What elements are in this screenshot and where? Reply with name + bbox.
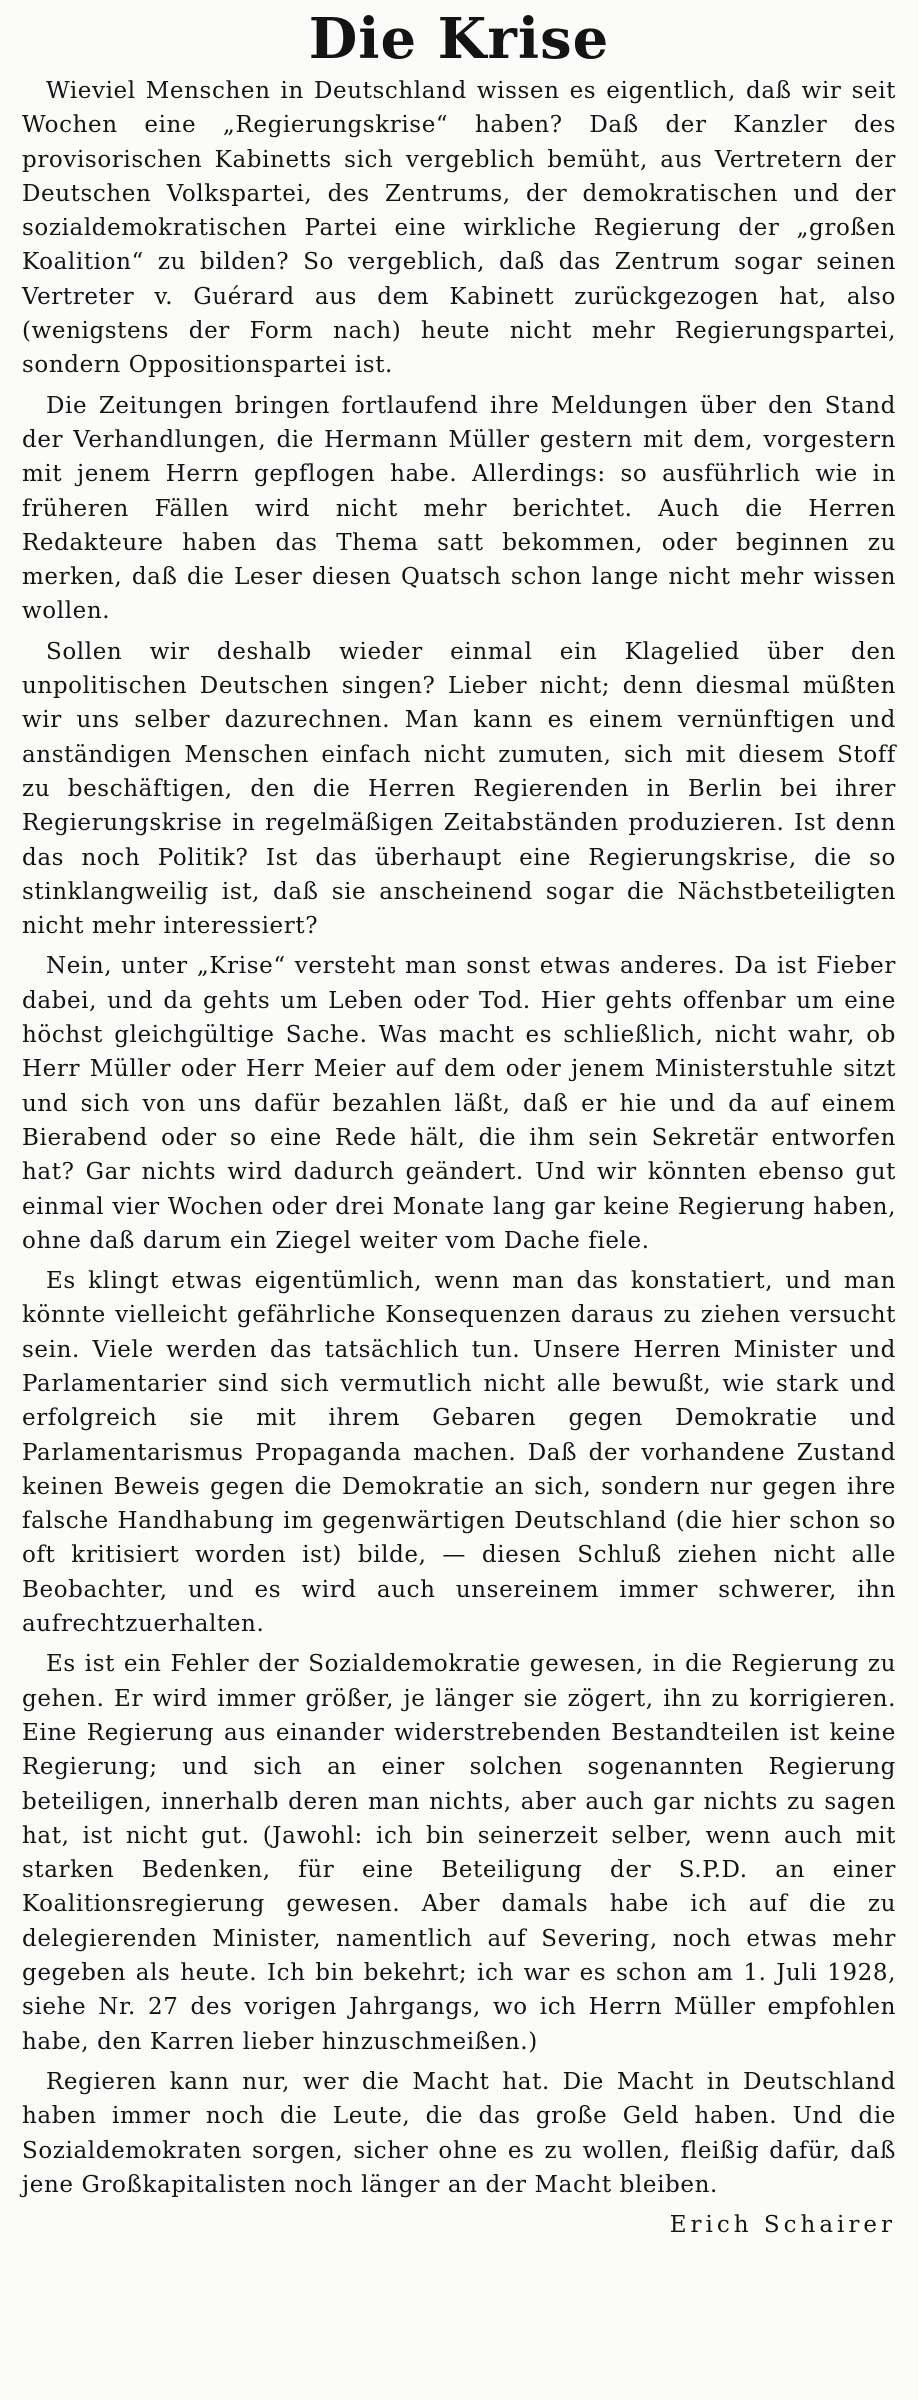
article-paragraph: Sollen wir deshalb wieder einmal ein Klagelied über den unpolitischen Deutschen singen? Lieber nicht; denn diesmal müßten wir uns selber dazurechnen. Man kann es einem vernünftigen und anständigen Menschen einfach nicht zumuten, sich mit diesem Stoff zu beschäftigen, den die Herren Regierenden in Berlin bei ihrer Regierungskrise in regelmäßigen Zeitabständen produzieren. Ist denn das noch Politik? Ist das überhaupt eine Regierungskrise, die so stinklangweilig ist, daß sie anscheinend sogar die Nächstbeteiligten nicht mehr interessiert? — [22, 638, 896, 940]
article-paragraph: Nein, unter „Krise“ versteht man sonst etwas anderes. Da ist Fieber dabei, und da gehts um Leben oder Tod. Hier gehts offenbar um eine höchst gleichgültige Sache. Was macht es schließlich, nicht wahr, ob Herr Müller oder Herr Meier auf dem oder jenem Ministerstuhle sitzt und sich von uns dafür bezahlen läßt, daß er hie und da auf einem Bierabend oder so eine Rede hält, die ihm sein Sekretär entworfen hat? Gar nichts wird dadurch geändert. Und wir könnten ebenso gut einmal vier Wochen oder drei Monate lang gar keine Regierung haben, ohne daß darum ein Ziegel weiter vom Dache fiele. — [22, 953, 896, 1254]
article-paragraph: Es klingt etwas eigentümlich, wenn man das konstatiert, und man könnte vielleicht gefährliche Konsequenzen daraus zu ziehen versucht sein. Viele werden das tatsächlich tun. Unsere Herren Minister und Parlamentarier sind sich vermutlich nicht alle bewußt, wie stark und erfolgreich sie mit ihrem Gebaren gegen Demokratie und Parlamentarismus Propaganda machen. Daß der vorhandene Zustand keinen Beweis gegen die Demokratie an sich, sondern nur gegen ihre falsche Handhabung im gegenwärtigen Deutschland (die hier schon so oft kritisiert worden ist) bilde, — diesen Schluß ziehen nicht alle Beobachter, und es wird auch unsereinem immer schwerer, ihn aufrechtzuerhalten. — [22, 1268, 896, 1638]
article-paragraph: Wieviel Menschen in Deutschland wissen es eigentlich, daß wir seit Wochen eine „Regierungskrise“ haben? Daß der Kanzler des provisorischen Kabinetts sich vergeblich bemüht, aus Vertretern der Deutschen Volkspartei, des Zentrums, der demokratischen und der sozialdemokratischen Partei eine wirkliche Regierung der „großen Koalition“ zu bilden? So vergeblich, daß das Zentrum sogar seinen Vertreter v. Guérard aus dem Kabinett zurückgezogen hat, also (wenigstens der Form nach) heute nicht mehr Regierungspartei, sondern Oppositionspartei ist. — [22, 78, 896, 379]
article-paragraph: Die Zeitungen bringen fortlaufend ihre Meldungen über den Stand der Verhandlungen, die Hermann Müller gestern mit dem, vorgestern mit jenem Herrn gepflogen habe. Allerdings: so ausführlich wie in früheren Fällen wird nicht mehr berichtet. Auch die Herren Redakteure haben das Thema satt bekommen, oder beginnen zu merken, daß die Leser diesen Quatsch schon lange nicht mehr wissen wollen. — [22, 392, 896, 625]
article-body — [22, 74, 896, 2242]
article-author: Erich Schairer — [669, 2212, 896, 2239]
article-title: Die Krise — [308, 6, 610, 72]
article-paragraph: Es ist ein Fehler der Sozialdemokratie gewesen, in die Regierung zu gehen. Er wird immer größer, je länger sie zögert, ihn zu korrigieren. Eine Regierung aus einander widerstrebenden Bestandteilen ist keine Regierung; und sich an einer solchen sogenannten Regierung beteiligen, innerhalb deren man nichts, aber auch gar nichts zu sagen hat, ist nicht gut. (Jawohl: ich bin seinerzeit selber, wenn auch mit starken Bedenken, für eine Beteiligung der S.P.D. an einer Koalitionsregierung gewesen. Aber damals habe ich auf die zu delegierenden Minister, namentlich auf Severing, noch etwas mehr gegeben als heute. Ich bin bekehrt; ich war es schon am 1. Juli 1928, siehe Nr. 27 des vorigen Jahrgangs, wo ich Herrn Müller empfohlen habe, den Karren lieber hinzuschmeißen.) — [22, 1651, 896, 2055]
article-paragraph: Regieren kann nur, wer die Macht hat. Die Macht in Deutschland haben immer noch die Leute, die das große Geld haben. Und die Sozialdemokraten sorgen, sicher ohne es zu wollen, fleißig dafür, daß jene Großkapitalisten noch länger an der Macht bleiben. — [22, 2068, 896, 2198]
